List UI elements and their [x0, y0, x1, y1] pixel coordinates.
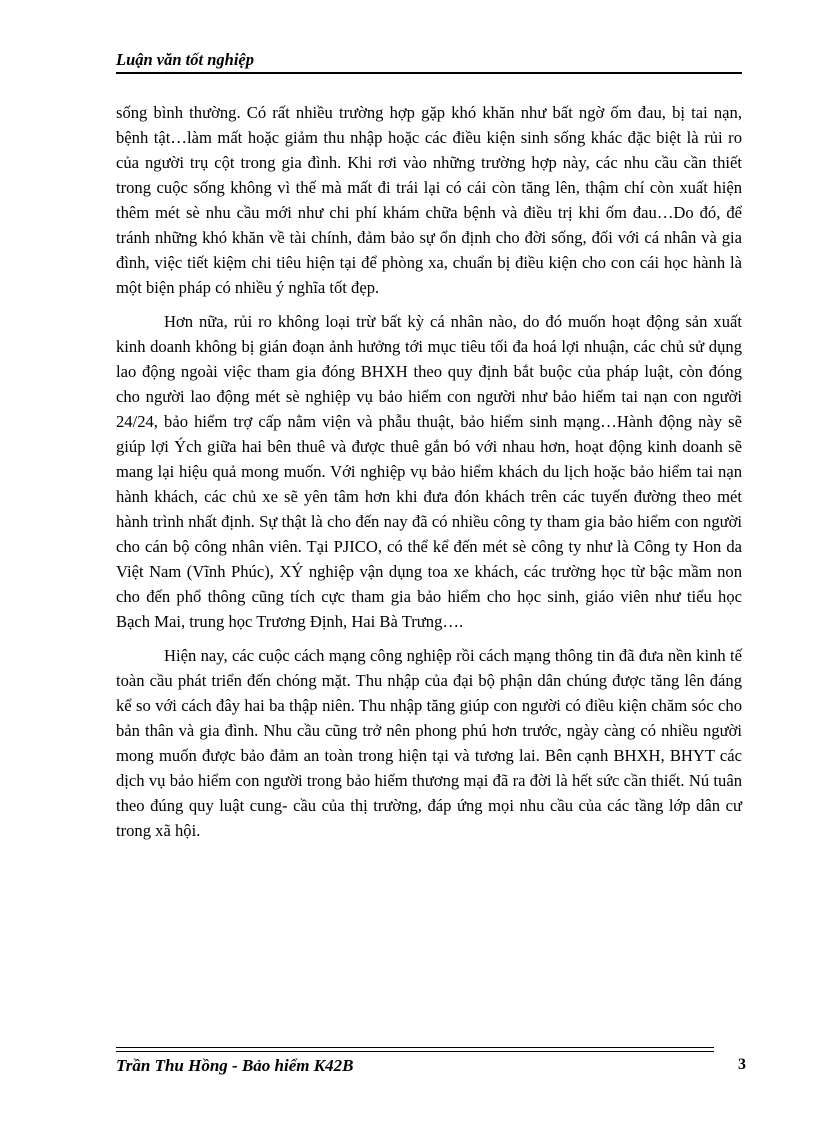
footer-row — [116, 1056, 746, 1080]
paragraph-2: Hơn nữa, rủi ro không loại trừ bất kỳ cá nhân nào, do đó muốn hoạt động sản xuất kinh doanh không bị gián đoạn ảnh hưởng tới mục tiêu tối đa hoá lợi nhuận, các chủ sử dụng lao động ngoài việc tham gia đóng BHXH theo quy định bắt buộc của pháp luật, còn đóng cho người lao động mét sè nghiệp vụ bảo hiểm con người như bảo hiểm tai nạn con người 24/24, bảo hiểm trợ cấp nằm viện và phẫu thuật, bảo hiểm sinh mạng…Hành động này sẽ giúp lợi Ých giữa hai bên thuê và được thuê gắn bó với nhau hơn, hoạt động kinh doanh sẽ mang lại hiệu quả mong muốn. Với nghiệp vụ bảo hiểm khách du lịch hoặc bảo hiểm tai nạn hành khách, các chủ xe sẽ yên tâm hơn khi đưa đón khách trên các tuyến đường theo mét hành trình nhất định. Sự thật là cho đến nay đã có nhiều công ty tham gia bảo hiểm con người cho cán bộ công nhân viên. Tại PJICO, có thể kể đến mét sè công ty như là Công ty Hon da Việt Nam (Vĩnh Phúc), XÝ nghiệp vận dụng toa xe khách, các trường học từ bậc mầm non cho đến phổ thông cũng tích cực tham gia bảo hiểm cho học sinh, giáo viên như tiểu học Bạch Mai, trung học Trương Định, Hai Bà Trưng…. — [116, 312, 742, 631]
page-footer — [116, 1047, 746, 1080]
page-header — [116, 49, 742, 74]
paragraph-1: sống bình thường. Có rất nhiều trường hợp gặp khó khăn như bất ngờ ốm đau, bị tai nạn, bệnh tật…làm mất hoặc giảm thu nhập hoặc các điều kiện sinh sống khác đặc biệt là rủi ro của người trụ cột trong gia đình. Khi rơi vào những trường hợp này, các nhu cầu cần thiết trong cuộc sống không vì thế mà mất đi trái lại có cái còn tăng lên, thậm chí còn xuất hiện thêm mét sè nhu cầu mới như chi phí khám chữa bệnh và điều trị khi ốm đau…Do đó, để tránh những khó khăn về tài chính, đảm bảo sự ổn định cho đời sống, đối với cá nhân và gia đình, việc tiết kiệm chi tiêu hiện tại để phòng xa, chuẩn bị điều kiện cho con cái học hành là một biện pháp có nhiều ý nghĩa tốt đẹp. — [116, 103, 742, 297]
footer-author: Trần Thu Hồng - Bảo hiểm K42B — [116, 1056, 354, 1075]
header-title: Luận văn tốt nghiệp — [116, 50, 254, 69]
footer-rule — [116, 1047, 714, 1052]
paragraph-3: Hiện nay, các cuộc cách mạng công nghiệp rồi cách mạng thông tin đã đưa nền kinh tế toàn cầu phát triển đến chóng mặt. Thu nhập của đại bộ phận dân chúng được tăng lên đáng kể so với cách đây hai ba thập niên. Thu nhập tăng giúp con người có điều kiện chăm sóc cho bản thân và gia đình. Nhu cầu cũng trở nên phong phú hơn trước, ngày càng có nhiều người mong muốn được bảo đảm an toàn trong hiện tại và tương lai. Bên cạnh BHXH, BHYT các dịch vụ bảo hiểm con người trong bảo hiểm thương mại đã ra đời là hết sức cần thiết. Nú tuân theo đúng quy luật cung- cầu của thị trường, đáp ứng mọi nhu cầu của các tầng lớp dân cư trong xã hội. — [116, 646, 742, 840]
page-number: 3 — [738, 1056, 746, 1073]
document-body — [116, 100, 742, 852]
header-rule — [116, 72, 742, 74]
